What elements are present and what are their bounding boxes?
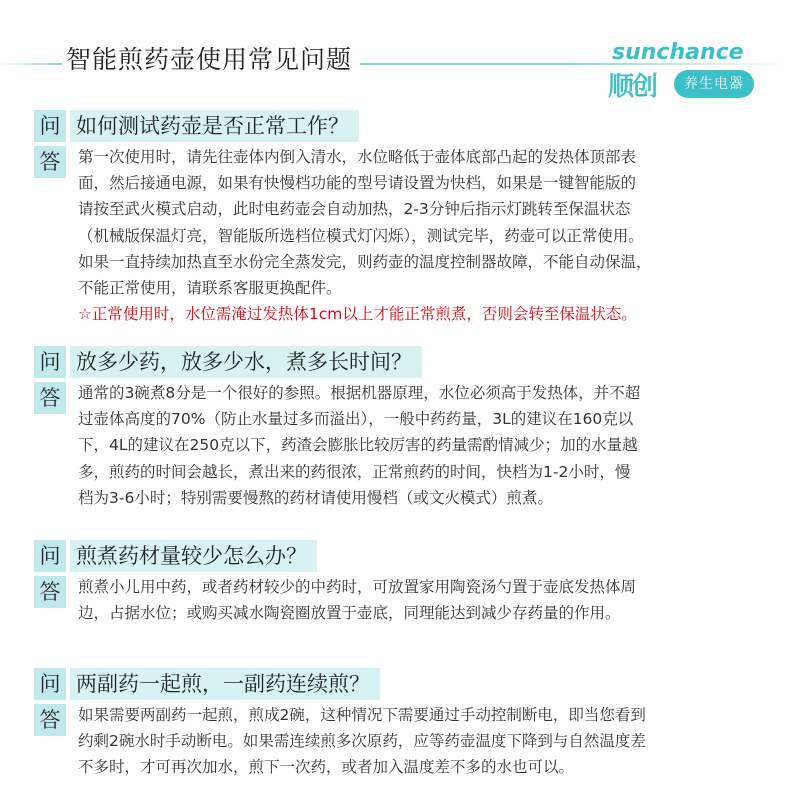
logo-tagline: 养生电器 (674, 70, 754, 98)
question-text: 煎煮药材量较少怎么办？ (70, 540, 317, 572)
answer-line: 第一次使用时，请先往壶体内倒入清水，水位略低于壶体底部凸起的发热体顶部表 (78, 148, 637, 166)
answer-line: 不多时，才可再次加水，煎下一次药，或者加入温度差不多的水也可以。 (78, 758, 575, 777)
answer-line: 多，煎药的时间会越长，煮出来的药很浓，正常煎药的时间，快档为1-2小时，慢 (78, 462, 631, 481)
answer-line: 不能正常使用，请联系客服更换配件。 (78, 279, 342, 298)
answer-badge: 答 (34, 576, 66, 608)
page-title: 智能煎药壶使用常见问题 (62, 40, 360, 76)
answer-text (78, 144, 743, 327)
answer-line: 档为3-6小时；特别需要慢熬的药材请使用慢档（或文火模式）煎煮。 (78, 488, 553, 507)
logo-brand-en: sunchance (612, 40, 744, 65)
answer-line: 如果需要两副药一起煎，煎成2碗，这种情况下需要通过手动控制断电，即当您看到 (78, 706, 646, 724)
answer-line: 过壶体高度的70%（防止水量过多而溢出），一般中药药量，3L的建议在160克以 (78, 410, 634, 429)
answer-text (78, 380, 743, 511)
question-text: 两副药一起煎，一副药连续煎？ (70, 668, 380, 700)
page-header (0, 0, 790, 105)
question-badge: 问 (34, 540, 66, 572)
question-badge: 问 (34, 668, 66, 700)
answer-text (78, 574, 743, 626)
answer-line: 约剩2碗水时手动断电。如果需连续煎多次原药，应等药壶温度下降到与自然温度差 (78, 732, 646, 751)
question-text: 如何测试药壶是否正常工作？ (70, 110, 359, 142)
answer-badge: 答 (34, 382, 66, 414)
brand-logo (608, 40, 758, 100)
question-badge: 问 (34, 110, 66, 142)
answer-line: 面，然后接通电源，如果有快慢档功能的型号请设置为快档，如果是一键智能版的 (78, 174, 637, 193)
answer-line: 下，4L的建议在250克以下，药渣会膨胀比较厉害的药量需酌情减少；加的水量越 (78, 436, 638, 455)
answer-line: 边，占据水位；或购买减水陶瓷圈放置于壶底，同理能达到减少存药量的作用。 (78, 604, 621, 623)
answer-badge: 答 (34, 146, 66, 178)
answer-badge: 答 (34, 704, 66, 736)
answer-line: 请按至武火模式启动，此时电药壶会自动加热，2-3分钟后指示灯跳转至保温状态 (78, 200, 631, 219)
answer-line: 煎煮小儿用中药，或者药材较少的中药时，可放置家用陶瓷汤勺置于壶底发热体周 (78, 578, 637, 596)
question-badge: 问 (34, 346, 66, 378)
logo-brand-cn: 顺创 (608, 72, 657, 102)
answer-line: （机械版保温灯亮，智能版所选档位模式灯闪烁），测试完毕，药壶可以正常使用。 (78, 226, 644, 245)
answer-text (78, 702, 743, 781)
question-text: 放多少药，放多少水，煮多长时间？ (70, 346, 422, 378)
warning-note: ☆正常使用时，水位需淹过发热体1cm以上才能正常煎煮，否则会转至保温状态。 (78, 305, 637, 324)
answer-line: 如果一直持续加热直至水份完全蒸发完，则药壶的温度控制器故障，不能自动保温， (78, 252, 652, 271)
answer-line: 通常的3碗煮8分是一个很好的参照。根据机器原理，水位必须高于发热体，并不超 (78, 384, 641, 402)
